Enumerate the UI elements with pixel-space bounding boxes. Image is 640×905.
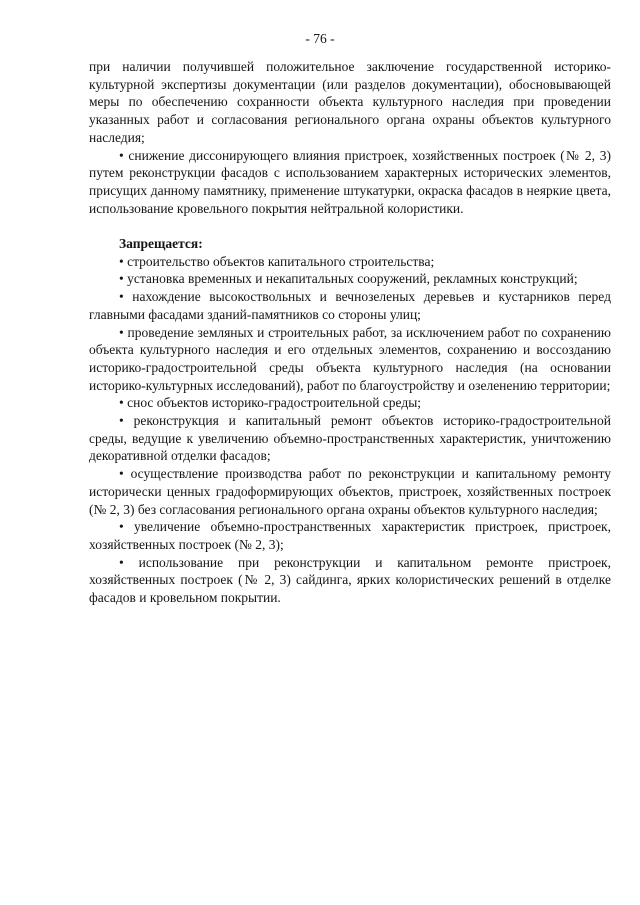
list-item-dissonance-reduction: • снижение диссонирующего влияния пристроек, хозяйственных построек (№ 2, 3) путем реконструкции фасадов с использованием характерных исторических элементов, присущих данному памятнику, применение штукатурки, окраска фасадов в неяркие цвета, использование кровельного покрытия нейтральной колористики. — [89, 147, 611, 218]
list-item: • установка временных и некапитальных сооружений, рекламных конструкций; — [89, 270, 611, 288]
intro-paragraph: при наличии получившей положительное заключение государственной историко-культурной экспертизы документации (или разделов документации), обосновывающей меры по обеспечению сохранности объекта культурного наследия при проведении указанных работ и согласования регионального органа охраны объектов культурного наследия; — [89, 59, 611, 145]
document-body — [89, 58, 611, 607]
list-item: • реконструкция и капитальный ремонт объектов историко-градостроительной среды, ведущие к увеличению объемно-пространственных характеристик, уничтожению декоративной отделки фасадов; — [89, 412, 611, 465]
list-item: • строительство объектов капитального строительства; — [89, 253, 611, 271]
list-item: • осуществление производства работ по реконструкции и капитальному ремонту исторически ценных градоформирующих объектов, пристроек, хозяйственных построек (№ 2, 3) без согласования регионального органа охраны объектов культурного наследия; — [89, 465, 611, 518]
list-item: • использование при реконструкции и капитальном ремонте пристроек, хозяйственных построек (№ 2, 3) сайдинга, ярких колористических решений в отделке фасадов и кровельном покрытии. — [89, 554, 611, 607]
list-item: • проведение земляных и строительных работ, за исключением работ по сохранению объекта культурного наследия и его отдельных элементов, сохранению и воссозданию историко-градостроительной среды объекта культурного наследия (на основании историко-культурных исследований), работ по благоустройству и озеленению территории; — [89, 324, 611, 395]
section-heading-prohibited: Запрещается: — [119, 236, 203, 252]
list-item: • снос объектов историко-градостроительной среды; — [89, 394, 611, 412]
list-item: • нахождение высокоствольных и вечнозеленых деревьев и кустарников перед главными фасадами зданий-памятников со стороны улиц; — [89, 288, 611, 323]
page-number: - 76 - — [305, 31, 335, 46]
section-spacer — [89, 217, 611, 235]
list-item: • увеличение объемно-пространственных характеристик пристроек, пристроек, хозяйственных построек (№ 2, 3); — [89, 518, 611, 553]
